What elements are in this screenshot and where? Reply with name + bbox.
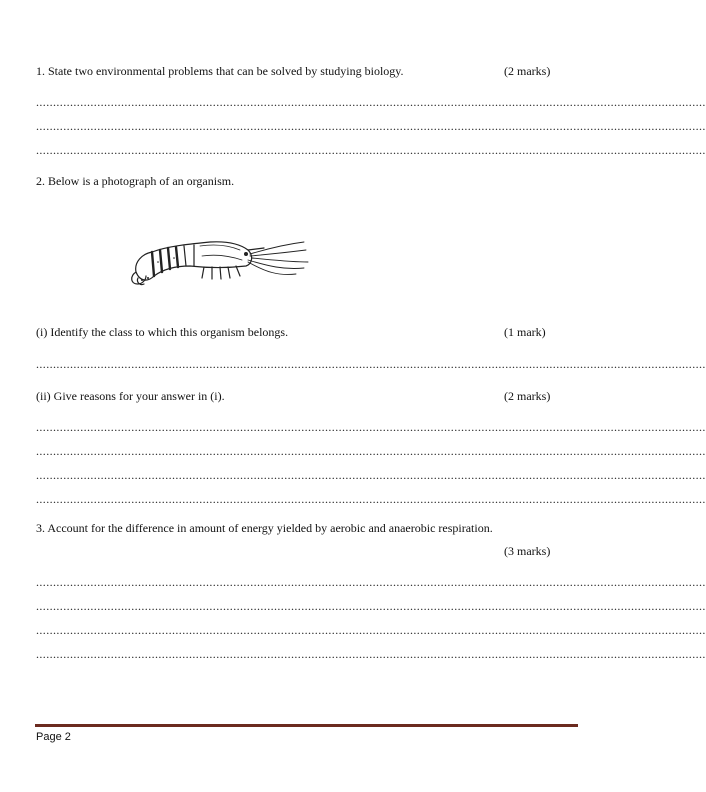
answer-line: ..................................................................................................................................................................................................... [36, 468, 706, 482]
page-number: Page 2 [36, 731, 71, 743]
answer-line: ..................................................................................................................................................................................................... [36, 357, 706, 371]
question-2i-text: (i) Identify the class to which this organism belongs. [36, 325, 289, 339]
question-2ii-marks: (2 marks) [504, 389, 551, 403]
answer-line: ..................................................................................................................................................................................................... [36, 444, 706, 458]
question-3-marks: (3 marks) [504, 544, 551, 558]
question-1-marks: (2 marks) [504, 64, 551, 78]
question-2ii-text: (ii) Give reasons for your answer in (i). [36, 389, 225, 403]
question-2-text: 2. Below is a photograph of an organism. [36, 174, 235, 188]
organism-shrimp-image [128, 232, 312, 290]
answer-line: ..................................................................................................................................................................................................... [36, 95, 706, 109]
answer-line: ..................................................................................................................................................................................................... [36, 420, 706, 434]
answer-line: ..................................................................................................................................................................................................... [36, 623, 706, 637]
answer-line: ..................................................................................................................................................................................................... [36, 143, 706, 157]
answer-line: ..................................................................................................................................................................................................... [36, 119, 706, 133]
answer-line: ..................................................................................................................................................................................................... [36, 647, 706, 661]
question-1-text: 1. State two environmental problems that can be solved by studying biology. [36, 64, 404, 78]
footer-rule [35, 724, 578, 727]
answer-line: ..................................................................................................................................................................................................... [36, 575, 706, 589]
answer-line: ..................................................................................................................................................................................................... [36, 599, 706, 613]
question-3-text: 3. Account for the difference in amount of energy yielded by aerobic and anaerobic respiration. [36, 521, 493, 535]
answer-line: ..................................................................................................................................................................................................... [36, 492, 706, 506]
question-2i-marks: (1 mark) [504, 325, 546, 339]
